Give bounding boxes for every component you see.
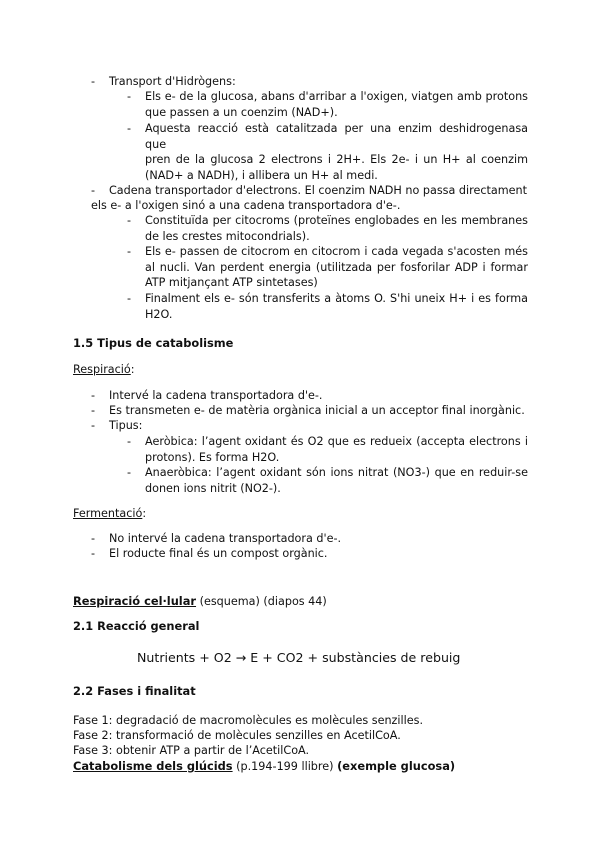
- bullet-dash: -: [91, 419, 96, 432]
- respiracio-item-1: Intervé la cadena transportadora d'e-.: [109, 389, 323, 402]
- cadena-paragraph: Cadena transportador d'electrons. El coenzim NADH no passa directament: [109, 184, 527, 197]
- bullet-dash: -: [91, 75, 96, 88]
- bullet-dash: -: [127, 214, 132, 227]
- bullet-dash: -: [91, 389, 96, 402]
- transport-heading: Transport d'Hidrògens:: [109, 75, 236, 88]
- bullet-dash: -: [91, 547, 96, 560]
- cadena-line-2: els e- a l'oxigen sinó a una cadena transportadora d'e-.: [91, 199, 401, 212]
- respiracio-subitem-anaerobica: Anaeròbica: l’agent oxidant són ions nitrat (NO3-) que en reduir-se donen ions nitrit (NO2-).: [145, 466, 528, 495]
- fermentacio-item-1: No intervé la cadena transportadora d'e-.: [109, 532, 342, 545]
- transport-item-2: Aquesta reacció està catalitzada per una enzim deshidrogenasa que pren de la glucosa 2 electrons i 2H+. Els 2e- i un H+ al coenzim (NAD+ a NADH), i allibera un H+ al medi.: [145, 122, 528, 182]
- respiracio-subitem-aerobica: Aeròbica: l’agent oxidant és O2 que es redueix (accepta electrons i protons). Es forma H2O.: [145, 435, 528, 464]
- general-reaction-equation: Nutrients + O2 → E + CO2 + substàncies de rebuig: [137, 650, 461, 665]
- transport-item-1: Els e- de la glucosa, abans d'arribar a l'oxigen, viatgen amb protons que passen a un coenzim (NAD+).: [145, 90, 528, 119]
- bullet-dash: -: [127, 122, 132, 135]
- section-1-5-heading: 1.5 Tipus de catabolisme: [73, 336, 234, 350]
- respiracio-cellular-line: Respiració cel·lular (esquema) (diapos 44): [73, 594, 327, 608]
- bullet-dash: -: [127, 245, 132, 258]
- fermentacio-item-2: El roducte final és un compost orgànic.: [109, 547, 328, 560]
- cadena-item-2: Els e- passen de citocrom en citocrom i cada vegada s'acosten més al nucli. Van perdent energia (utilitzada per fosforilar ADP i formar ATP mitjançant ATP sintetases): [145, 245, 528, 290]
- bullet-dash: -: [127, 466, 132, 479]
- respiracio-label: Respiració:: [73, 363, 135, 376]
- respiracio-item-3: Tipus:: [109, 419, 143, 432]
- bullet-dash: -: [127, 435, 132, 448]
- bullet-dash: -: [91, 532, 96, 545]
- respiracio-item-2: Es transmeten e- de matèria orgànica inicial a un acceptor final inorgànic.: [109, 404, 525, 417]
- fase-2: Fase 2: transformació de molècules senzilles en AcetilCoA.: [73, 729, 401, 742]
- fase-1: Fase 1: degradació de macromolècules es molècules senzilles.: [73, 714, 424, 727]
- fase-3: Fase 3: obtenir ATP a partir de l’AcetilCoA.: [73, 744, 310, 757]
- section-2-2-heading: 2.2 Fases i finalitat: [73, 684, 196, 698]
- catabolisme-glucids-line: Catabolisme dels glúcids (p.194-199 llibre) (exemple glucosa): [73, 759, 456, 773]
- bullet-dash: -: [91, 184, 96, 197]
- fermentacio-label: Fermentació:: [73, 507, 147, 520]
- section-2-1-heading: 2.1 Reacció general: [73, 619, 200, 633]
- cadena-item-3: Finalment els e- són transferits a àtoms O. S'hi uneix H+ i es forma H2O.: [145, 292, 528, 321]
- bullet-dash: -: [91, 404, 96, 417]
- bullet-dash: -: [127, 292, 132, 305]
- bullet-dash: -: [127, 90, 132, 103]
- cadena-item-1: Constituïda per citocroms (proteïnes englobades en les membranes de les crestes mitocondrials).: [145, 214, 528, 243]
